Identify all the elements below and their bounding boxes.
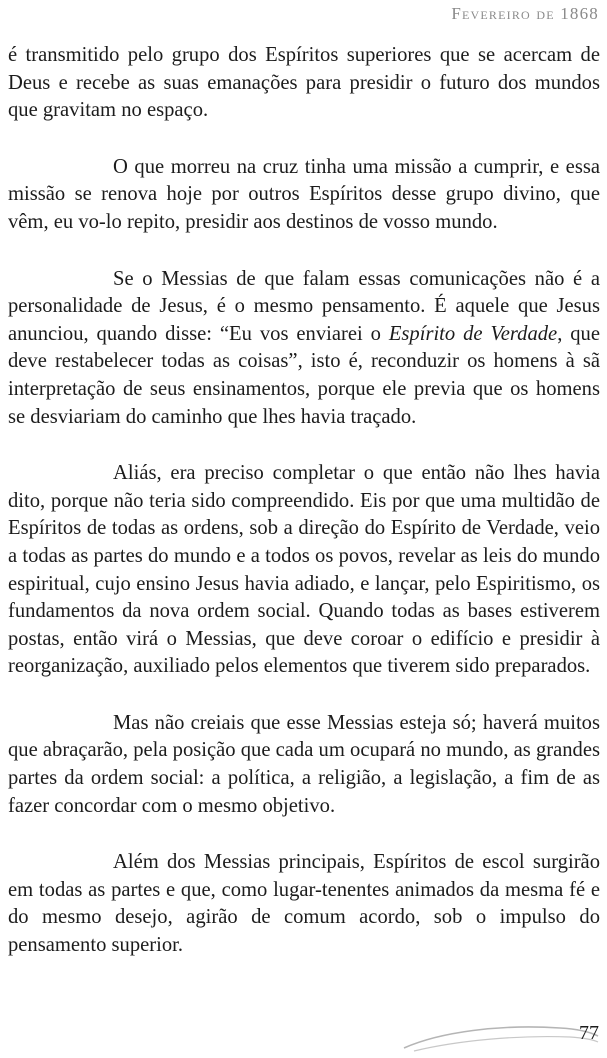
paragraph-5: Mas não creiais que esse Messias esteja só; haverá muitos que abraçarão, pela posição que cada um ocupará no mundo, as grandes partes da ordem social: a política, a religião, a legislação, a fim de as fazer concordar com o mesmo objetivo. <box>8 711 600 817</box>
page-number: 77 <box>579 1022 599 1044</box>
paragraph-3 <box>8 266 600 432</box>
paragraph-1: é transmitido pelo grupo dos Espíritos superiores que se acercam de Deus e recebe as suas emanações para presidir o futuro dos mundos que gravitam no espaço. <box>8 44 600 122</box>
paragraph-2: O que morreu na cruz tinha uma missão a cumprir, e essa missão se renova hoje por outros Espíritos desse grupo divino, que vêm, eu vo-lo repito, presidir aos destinos de vosso mundo. <box>8 155 600 233</box>
paragraph-4: Aliás, era preciso completar o que então não lhes havia dito, porque não teria sido compreendido. Eis por que uma multidão de Espíritos de todas as ordens, sob a direção do Espírito de Verdade, veio a todas as partes do mundo e a todos os povos, revelar as leis do mundo espiritual, cujo ensino Jesus havia adiado, e lançar, pelo Espiritismo, os fundamentos da nova ordem social. Quando todas as bases estiverem postas, então virá o Messias, que deve coroar o edifício e presidir à reorganização, auxiliado pelos elementos que tiverem sido preparados. <box>8 462 600 678</box>
italic-term: Espírito de Verdade <box>388 322 558 345</box>
page-body <box>8 42 600 989</box>
paragraph-3-text-a: Se o Messias de que falam essas comunicações não é a personalidade de Jesus, é o mesmo pensamento. É aquele que Jesus anunciou, quando disse: “Eu vos enviarei o <box>8 267 600 345</box>
paragraph-6: Além dos Messias principais, Espíritos de escol surgirão em todas as partes e que, como lugar-tenentes animados da mesma fé e do mesmo desejo, agirão de comum acordo, sob o impulso do pensamento superior. <box>8 851 600 957</box>
page-flourish-icon <box>400 1018 600 1056</box>
running-head: Fevereiro de 1868 <box>451 4 599 23</box>
paragraph-3-text-b: , que deve restabelecer todas as coisas”, isto é, reconduzir os homens à sã interpretação de seus ensinamentos, porque ele previa que os homens se desviariam do caminho que lhes havia traçado. <box>8 322 600 428</box>
